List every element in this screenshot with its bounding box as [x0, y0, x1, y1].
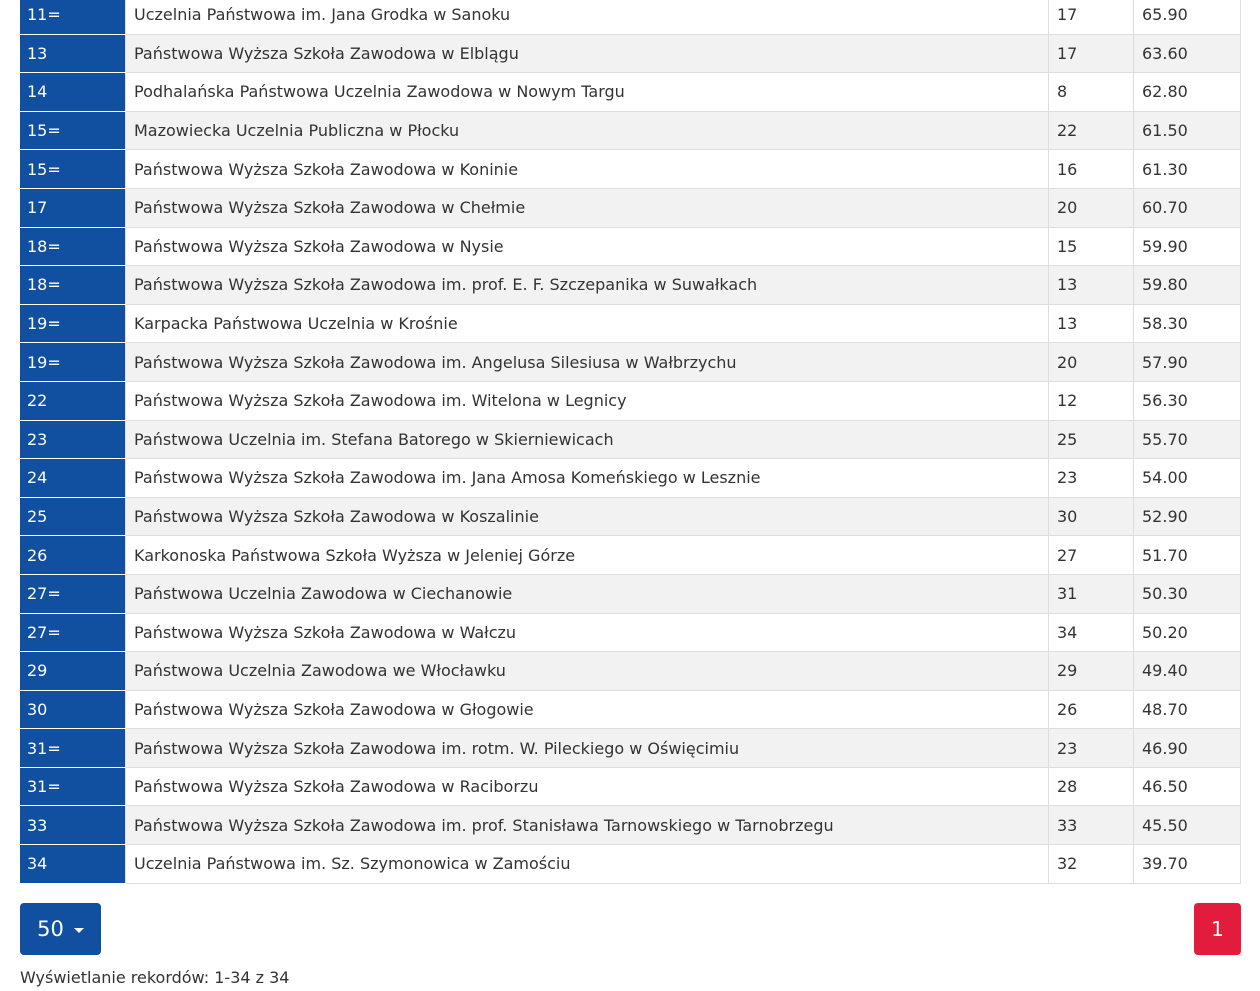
count-cell: 17 [1049, 34, 1134, 73]
university-name-cell: Państwowa Wyższa Szkoła Zawodowa w Wałczu [126, 613, 1049, 652]
score-cell: 59.80 [1134, 266, 1241, 305]
rank-cell: 17 [20, 188, 126, 227]
table-row [20, 304, 1241, 343]
university-name-cell: Uczelnia Państwowa im. Sz. Szymonowica w Zamościu [126, 845, 1049, 884]
rank-cell: 19= [20, 304, 126, 343]
university-name-cell: Państwowa Wyższa Szkoła Zawodowa im. rotm. W. Pileckiego w Oświęcimiu [126, 729, 1049, 768]
count-cell: 23 [1049, 459, 1134, 498]
university-name-cell: Państwowa Wyższa Szkoła Zawodowa w Raciborzu [126, 767, 1049, 806]
score-cell: 63.60 [1134, 34, 1241, 73]
page-size-dropdown[interactable] [20, 903, 101, 955]
table-row [20, 459, 1241, 498]
table-row [20, 806, 1241, 845]
rank-cell: 27= [20, 613, 126, 652]
rank-cell: 15= [20, 111, 126, 150]
score-cell: 59.90 [1134, 227, 1241, 266]
university-name-cell: Państwowa Wyższa Szkoła Zawodowa w Elblągu [126, 34, 1049, 73]
count-cell: 12 [1049, 381, 1134, 420]
score-cell: 60.70 [1134, 188, 1241, 227]
count-cell: 32 [1049, 845, 1134, 884]
table-row [20, 613, 1241, 652]
count-cell: 30 [1049, 497, 1134, 536]
ranking-table-container [20, 0, 1241, 884]
count-cell: 8 [1049, 73, 1134, 112]
count-cell: 23 [1049, 729, 1134, 768]
table-row [20, 690, 1241, 729]
table-row [20, 111, 1241, 150]
count-cell: 17 [1049, 0, 1134, 34]
rank-cell: 15= [20, 150, 126, 189]
records-info: Wyświetlanie rekordów: 1-34 z 34 [20, 968, 290, 987]
rank-cell: 31= [20, 729, 126, 768]
university-name-cell: Państwowa Uczelnia Zawodowa w Ciechanowie [126, 574, 1049, 613]
table-row [20, 381, 1241, 420]
university-name-cell: Państwowa Wyższa Szkoła Zawodowa w Koninie [126, 150, 1049, 189]
rank-cell: 24 [20, 459, 126, 498]
university-name-cell: Państwowa Uczelnia im. Stefana Batorego w Skierniewicach [126, 420, 1049, 459]
table-row [20, 0, 1241, 34]
count-cell: 33 [1049, 806, 1134, 845]
university-name-cell: Karkonoska Państwowa Szkoła Wyższa w Jeleniej Górze [126, 536, 1049, 575]
university-name-cell: Państwowa Wyższa Szkoła Zawodowa w Głogowie [126, 690, 1049, 729]
count-cell: 28 [1049, 767, 1134, 806]
rank-cell: 30 [20, 690, 126, 729]
university-name-cell: Państwowa Wyższa Szkoła Zawodowa im. prof. Stanisława Tarnowskiego w Tarnobrzegu [126, 806, 1049, 845]
score-cell: 57.90 [1134, 343, 1241, 382]
table-row [20, 767, 1241, 806]
count-cell: 22 [1049, 111, 1134, 150]
rank-cell: 22 [20, 381, 126, 420]
table-row [20, 497, 1241, 536]
table-row [20, 536, 1241, 575]
table-row [20, 343, 1241, 382]
university-name-cell: Państwowa Wyższa Szkoła Zawodowa w Nysie [126, 227, 1049, 266]
university-name-cell: Mazowiecka Uczelnia Publiczna w Płocku [126, 111, 1049, 150]
table-row [20, 150, 1241, 189]
rank-cell: 14 [20, 73, 126, 112]
table-row [20, 266, 1241, 305]
university-name-cell: Państwowa Wyższa Szkoła Zawodowa w Chełmie [126, 188, 1049, 227]
score-cell: 49.40 [1134, 652, 1241, 691]
score-cell: 50.30 [1134, 574, 1241, 613]
count-cell: 16 [1049, 150, 1134, 189]
table-row [20, 227, 1241, 266]
rank-cell: 27= [20, 574, 126, 613]
university-name-cell: Karpacka Państwowa Uczelnia w Krośnie [126, 304, 1049, 343]
score-cell: 54.00 [1134, 459, 1241, 498]
page-size-value: 50 [37, 917, 64, 941]
table-row [20, 845, 1241, 884]
table-row [20, 420, 1241, 459]
count-cell: 20 [1049, 188, 1134, 227]
score-cell: 48.70 [1134, 690, 1241, 729]
score-cell: 61.50 [1134, 111, 1241, 150]
table-row [20, 188, 1241, 227]
university-name-cell: Uczelnia Państwowa im. Jana Grodka w Sanoku [126, 0, 1049, 34]
score-cell: 50.20 [1134, 613, 1241, 652]
ranking-table [20, 0, 1241, 884]
rank-cell: 18= [20, 227, 126, 266]
rank-cell: 25 [20, 497, 126, 536]
rank-cell: 11= [20, 0, 126, 34]
university-name-cell: Państwowa Wyższa Szkoła Zawodowa im. Witelona w Legnicy [126, 381, 1049, 420]
count-cell: 13 [1049, 304, 1134, 343]
score-cell: 56.30 [1134, 381, 1241, 420]
score-cell: 61.30 [1134, 150, 1241, 189]
score-cell: 39.70 [1134, 845, 1241, 884]
count-cell: 26 [1049, 690, 1134, 729]
pagination-page-button[interactable]: 1 [1194, 903, 1241, 955]
rank-cell: 13 [20, 34, 126, 73]
count-cell: 29 [1049, 652, 1134, 691]
count-cell: 13 [1049, 266, 1134, 305]
score-cell: 46.90 [1134, 729, 1241, 768]
university-name-cell: Państwowa Wyższa Szkoła Zawodowa w Koszalinie [126, 497, 1049, 536]
university-name-cell: Podhalańska Państwowa Uczelnia Zawodowa w Nowym Targu [126, 73, 1049, 112]
count-cell: 25 [1049, 420, 1134, 459]
rank-cell: 23 [20, 420, 126, 459]
table-row [20, 73, 1241, 112]
count-cell: 15 [1049, 227, 1134, 266]
table-row [20, 652, 1241, 691]
university-name-cell: Państwowa Uczelnia Zawodowa we Włocławku [126, 652, 1049, 691]
score-cell: 62.80 [1134, 73, 1241, 112]
score-cell: 65.90 [1134, 0, 1241, 34]
count-cell: 34 [1049, 613, 1134, 652]
university-name-cell: Państwowa Wyższa Szkoła Zawodowa im. Jana Amosa Komeńskiego w Lesznie [126, 459, 1049, 498]
count-cell: 31 [1049, 574, 1134, 613]
caret-down-icon [74, 928, 84, 933]
rank-cell: 19= [20, 343, 126, 382]
university-name-cell: Państwowa Wyższa Szkoła Zawodowa im. Angelusa Silesiusa w Wałbrzychu [126, 343, 1049, 382]
university-name-cell: Państwowa Wyższa Szkoła Zawodowa im. prof. E. F. Szczepanika w Suwałkach [126, 266, 1049, 305]
rank-cell: 34 [20, 845, 126, 884]
rank-cell: 33 [20, 806, 126, 845]
rank-cell: 18= [20, 266, 126, 305]
table-row [20, 729, 1241, 768]
score-cell: 55.70 [1134, 420, 1241, 459]
rank-cell: 29 [20, 652, 126, 691]
count-cell: 27 [1049, 536, 1134, 575]
rank-cell: 31= [20, 767, 126, 806]
table-row [20, 34, 1241, 73]
rank-cell: 26 [20, 536, 126, 575]
table-row [20, 574, 1241, 613]
score-cell: 46.50 [1134, 767, 1241, 806]
score-cell: 51.70 [1134, 536, 1241, 575]
count-cell: 20 [1049, 343, 1134, 382]
ranking-table-body [20, 0, 1241, 883]
score-cell: 52.90 [1134, 497, 1241, 536]
score-cell: 58.30 [1134, 304, 1241, 343]
score-cell: 45.50 [1134, 806, 1241, 845]
